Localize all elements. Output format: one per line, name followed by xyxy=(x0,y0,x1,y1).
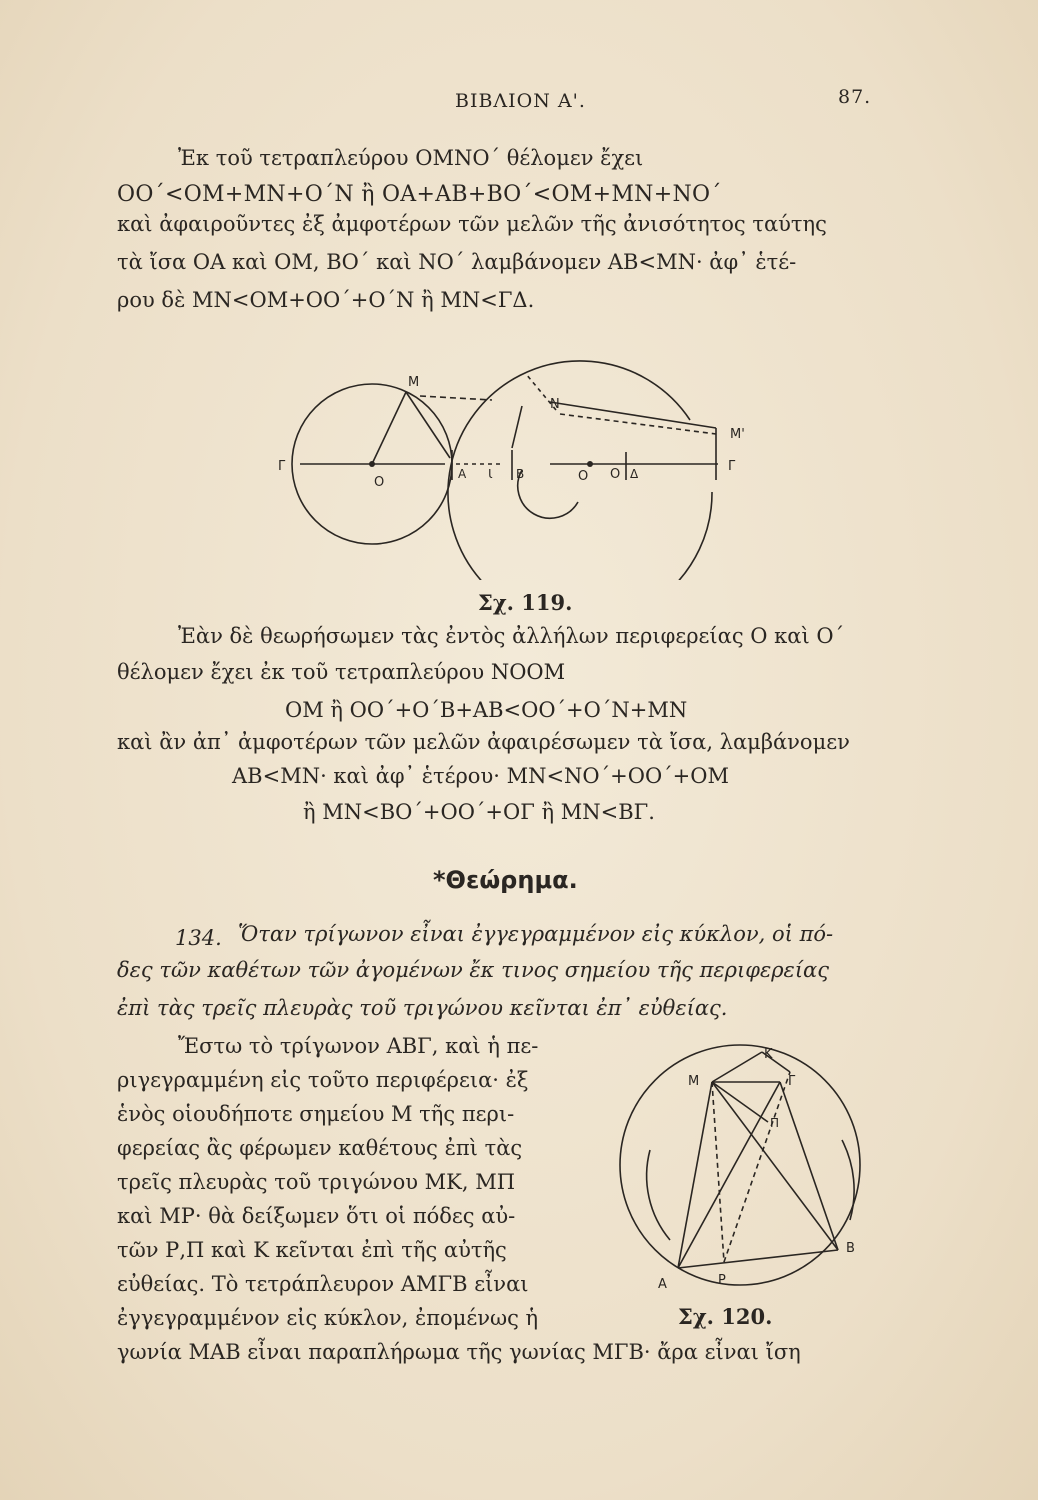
mb-line xyxy=(406,392,450,458)
theorem-line2: δες τῶν καθέτων τῶν ἀγομένων ἔκ τινος σημείου τῆς περιφερείας xyxy=(117,958,830,982)
center-o-dot xyxy=(369,461,375,467)
proof-line9: ἐγγεγραμμένον εἰς κύκλον, ἐπομένως ἡ xyxy=(117,1306,539,1330)
theorem-line1: Ὅταν τρίγωνον εἶναι ἐγγεγραμμένον εἰς κύκλον, οἱ πό- xyxy=(238,922,834,946)
label-b: B xyxy=(516,467,525,481)
proof-line2: ριγεγραμμένη εἰς τοῦτο περιφέρεια· ἐξ xyxy=(117,1068,529,1092)
proof-line8: εὐθείας. Τὸ τετράπλευρον ΑΜΓΒ εἶναι xyxy=(117,1272,529,1296)
figure-119-caption: Σχ. 119. xyxy=(478,590,573,615)
running-title: ΒΙΒΛΙΟΝ Α'. xyxy=(455,90,586,112)
line-ma xyxy=(678,1082,712,1268)
para2-line3: ΟΜ ἢ ΟΟ΄+Ο΄Β+ΑΒ<ΟΟ΄+Ο΄Ν+ΜΝ xyxy=(285,698,688,722)
proof-line7: τῶν Ρ,Π καὶ Κ κεῖνται ἐπὶ τῆς αὐτῆς xyxy=(117,1238,507,1262)
label-o: O xyxy=(374,475,385,490)
para1-line4: τὰ ἴσα ΟΑ καὶ ΟΜ, ΒΟ΄ καὶ ΝΟ΄ λαμβάνομεν ΑΒ<ΜΝ· ἀφ᾽ ἑτέ- xyxy=(117,250,797,274)
label-g-right: Γ xyxy=(728,459,736,474)
line-mr xyxy=(712,1082,724,1262)
label-g120: Γ xyxy=(788,1074,796,1089)
para2-line1: Ἐὰν δὲ θεωρήσωμεν τὰς ἐντὸς ἀλλήλων περιφερείας Ο καὶ Ο΄ xyxy=(178,624,845,648)
para2-line6: ἢ ΜΝ<ΒΟ΄+ΟΟ΄+ΟΓ ἢ ΜΝ<ΒΓ. xyxy=(303,800,655,824)
label-sep: Ɩ xyxy=(488,467,493,481)
proof-line5: τρεῖς πλευρὰς τοῦ τριγώνου ΜΚ, ΜΠ xyxy=(117,1170,516,1194)
label-o2: O xyxy=(578,469,589,484)
theorem-number: 134. xyxy=(175,926,222,950)
figure-120-caption: Σχ. 120. xyxy=(678,1304,773,1329)
n-left xyxy=(512,406,522,448)
circumcircle xyxy=(620,1045,860,1285)
figure-120 xyxy=(610,1030,880,1310)
label-g-left: Γ xyxy=(278,459,286,474)
label-m120: M xyxy=(688,1074,700,1089)
om-line xyxy=(372,392,406,464)
para1-line5: ρου δὲ ΜΝ<ΟΜ+ΟΟ΄+Ο΄Ν ἢ ΜΝ<ΓΔ. xyxy=(117,288,535,312)
para1-line2: ΟΟ΄<ΟΜ+ΜΝ+Ο΄Ν ἢ ΟΑ+ΑΒ+ΒΟ΄<ΟΜ+ΜΝ+ΝΟ΄ xyxy=(117,182,722,207)
proof-line10: γωνία ΜΑΒ εἶναι παραπλήρωμα τῆς γωνίας ΜΓΒ· ἄρα εἶναι ἴση xyxy=(117,1340,801,1364)
label-oprime: O xyxy=(610,467,621,482)
label-b120: B xyxy=(846,1241,855,1256)
center-oprime-dot xyxy=(587,461,593,467)
para2-line4: καὶ ἂν ἀπ᾽ ἀμφοτέρων τῶν μελῶν ἀφαιρέσωμεν τὰ ἴσα, λαμβάνομεν xyxy=(117,730,850,754)
para2-line2: θέλομεν ἔχει ἐκ τοῦ τετραπλεύρου ΝΟΟΜ xyxy=(117,660,566,684)
page-number: 87. xyxy=(838,86,872,108)
label-d: Δ xyxy=(630,467,639,481)
label-pi: Π xyxy=(770,1116,780,1130)
line-mk xyxy=(712,1052,762,1082)
label-a120: A xyxy=(658,1277,667,1292)
line-mp xyxy=(712,1082,768,1122)
label-mprime: M' xyxy=(730,427,745,442)
para1-line1: Ἐκ τοῦ τετραπλεύρου ΟΜΝΟ΄ θέλομεν ἔχει xyxy=(178,146,644,170)
mn-dashed xyxy=(420,396,492,400)
para1-line3: καὶ ἀφαιροῦντες ἐξ ἀμφοτέρων τῶν μελῶν τῆς ἀνισότητος ταύτης xyxy=(117,212,827,236)
arc-right xyxy=(842,1140,854,1220)
para2-line5: ΑΒ<ΜΝ· καὶ ἀφ᾽ ἑτέρου· ΜΝ<ΝΟ΄+ΟΟ΄+ΟΜ xyxy=(232,764,729,788)
side-ag xyxy=(678,1082,780,1268)
label-a: A xyxy=(458,467,467,481)
theorem-line3: ἐπὶ τὰς τρεῖς πλευρὰς τοῦ τριγώνου κεῖνται ἐπ᾽ εὐθείας. xyxy=(117,996,728,1020)
arc-left xyxy=(647,1150,670,1240)
label-r120: P xyxy=(718,1273,726,1288)
proof-line3: ἑνὸς οἱουδήποτε σημείου Μ τῆς περι- xyxy=(117,1102,515,1126)
label-n: N xyxy=(550,397,560,412)
figure-119 xyxy=(260,330,780,580)
proof-line4: φερείας ἂς φέρωμεν καθέτους ἐπὶ τὰς xyxy=(117,1136,523,1160)
side-gb xyxy=(780,1082,838,1250)
line-mb xyxy=(712,1082,838,1250)
proof-line6: καὶ ΜΡ· θὰ δείξωμεν ὅτι οἱ πόδες αὐ- xyxy=(117,1204,516,1228)
theorem-heading: *Θεώρημα. xyxy=(433,866,578,894)
inner-arc xyxy=(518,470,578,518)
label-m: M xyxy=(408,375,420,390)
proof-line1: Ἔστω τὸ τρίγωνον ΑΒΓ, καὶ ἡ πε- xyxy=(178,1034,539,1058)
label-k: K xyxy=(764,1047,773,1062)
